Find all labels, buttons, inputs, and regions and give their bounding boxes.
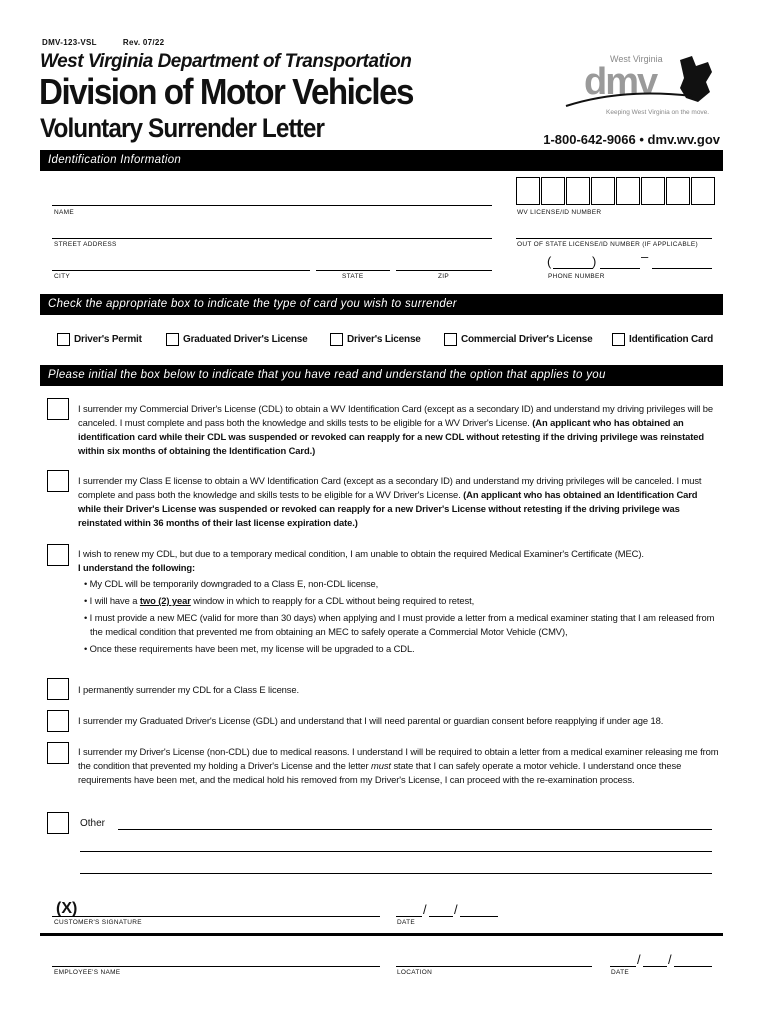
bullet-text: window in which to reapply for a CDL without being required to retest,	[190, 595, 475, 606]
card-option-label: Identification Card	[629, 334, 713, 345]
form-revision: Rev. 07/22	[122, 38, 165, 47]
state-line[interactable]	[316, 270, 390, 271]
license-digit-box[interactable]	[641, 177, 665, 205]
date2-month-line[interactable]	[610, 966, 636, 967]
date-day-line[interactable]	[429, 916, 453, 917]
option-3-bullet-1: • My CDL will be temporarily downgraded to a Class E, non-CDL license,	[84, 578, 379, 589]
initial-box-option-3[interactable]	[47, 544, 69, 566]
license-digit-box[interactable]	[516, 177, 540, 205]
license-label: WV LICENSE/ID NUMBER	[517, 209, 602, 216]
checkbox[interactable]	[57, 333, 70, 346]
signature-x-mark: (X)	[56, 900, 78, 917]
phone-prefix-line[interactable]	[600, 268, 640, 269]
card-type-bar: Check the appropriate box to indicate the type of card you wish to surrender	[40, 294, 723, 315]
option-6-text	[78, 745, 720, 787]
option-6-body-end: state that I can safely operate a motor vehicle. I understand once these requirements have been met, and the medical hold his removed from my Driver's License, I can proceed with the re-examination process.	[78, 760, 682, 785]
option-3-bullet-4: • Once these requirements have been met, my license will be upgraded to a CDL.	[84, 643, 415, 654]
phone-dash: –	[641, 249, 649, 264]
initial-box-option-4[interactable]	[47, 678, 69, 700]
bullet-text: • I will have a	[84, 595, 140, 606]
option-6-emphasis: must	[371, 760, 391, 771]
date2-year-line[interactable]	[674, 966, 712, 967]
identification-bar: Identification Information	[40, 150, 723, 171]
checkbox[interactable]	[612, 333, 625, 346]
card-option-label: Commercial Driver's License	[461, 334, 593, 345]
employee-name-label: EMPLOYEE'S NAME	[54, 969, 121, 976]
phone-line-number[interactable]	[652, 268, 712, 269]
name-label: NAME	[54, 209, 74, 216]
option-2-body: I surrender my Class E license to obtain a WV Identification Card (except as a secondary ID) and understand my driving privileges will be canceled. I must complete and pass both the knowledge and skills tests to be eligible for a WV Driver's License.	[78, 475, 702, 500]
date2-label: DATE	[611, 969, 630, 976]
initial-box-option-5[interactable]	[47, 710, 69, 732]
other-line-3[interactable]	[80, 873, 712, 874]
other-line-1[interactable]	[118, 829, 712, 830]
state-label: STATE	[342, 273, 364, 280]
date-slash: /	[423, 902, 427, 917]
license-digit-box[interactable]	[566, 177, 590, 205]
initial-box-other[interactable]	[47, 812, 69, 834]
phone-area-open: (	[547, 254, 552, 269]
card-option-permit[interactable]	[57, 333, 142, 346]
zip-line[interactable]	[396, 270, 492, 271]
customer-signature-label: CUSTOMER'S SIGNATURE	[54, 919, 142, 926]
date2-slash: /	[637, 952, 641, 967]
date2-day-line[interactable]	[643, 966, 667, 967]
initial-box-option-1[interactable]	[47, 398, 69, 420]
license-digit-box[interactable]	[666, 177, 690, 205]
option-3-understand: I understand the following:	[78, 562, 196, 573]
date-label: DATE	[397, 919, 416, 926]
street-line[interactable]	[52, 238, 492, 239]
city-label: CITY	[54, 273, 71, 280]
oos-license-label: OUT OF STATE LICENSE/ID NUMBER (IF APPLICABLE)	[517, 241, 699, 248]
option-6-body: I surrender my Driver's License (non-CDL) due to medical reasons. I understand I will be required to obtain a letter from a medical examiner releasing me from the condition that prevented my holding a Driver's License and the letter	[78, 746, 719, 771]
location-label: LOCATION	[397, 969, 433, 976]
employee-name-line[interactable]	[52, 966, 380, 967]
oos-license-line[interactable]	[516, 238, 712, 239]
phone-label: PHONE NUMBER	[548, 273, 605, 280]
name-line[interactable]	[52, 205, 492, 206]
customer-signature-line[interactable]	[52, 916, 380, 917]
license-digit-box[interactable]	[691, 177, 715, 205]
page-title: Voluntary Surrender Letter	[40, 113, 325, 143]
department-name: West Virginia Department of Transportation	[40, 51, 412, 72]
checkbox[interactable]	[444, 333, 457, 346]
phone-area-close: )	[592, 254, 597, 269]
bullet-emphasis: two (2) year	[139, 595, 191, 606]
section-divider	[40, 933, 723, 936]
date2-slash: /	[668, 952, 672, 967]
card-option-gdl[interactable]	[166, 333, 307, 346]
date-slash: /	[454, 902, 458, 917]
initial-box-option-6[interactable]	[47, 742, 69, 764]
checkbox[interactable]	[166, 333, 179, 346]
logo-state: West Virginia	[610, 54, 663, 64]
card-option-license[interactable]	[330, 333, 421, 346]
option-1-note: (An applicant who has obtained an identification card while their CDL was suspended or revoked can reapply for a new CDL without retesting if the driving privilege was reinstated within six months of obtaining the Identification Card.)	[78, 417, 705, 456]
phone-area-line[interactable]	[553, 268, 593, 269]
card-option-cdl[interactable]	[444, 333, 593, 346]
license-digit-box[interactable]	[591, 177, 615, 205]
checkbox[interactable]	[330, 333, 343, 346]
option-5-text: I surrender my Graduated Driver's License (GDL) and understand that I will need parental or guardian consent before reapplying if under age 18.	[78, 715, 664, 726]
option-1-body: I surrender my Commercial Driver's License (CDL) to obtain a WV Identification Card (except as a secondary ID) and understand my driving privileges will be canceled. I must complete and pass both the knowledge and skills tests to be eligible for a WV Driver's License.	[78, 403, 713, 428]
option-3-bullet-2	[78, 594, 720, 608]
contact-info: 1-800-642-9066 • dmv.wv.gov	[543, 132, 720, 147]
option-1-text	[78, 402, 720, 458]
zip-label: ZIP	[438, 273, 450, 280]
location-line[interactable]	[396, 966, 592, 967]
other-label: Other	[80, 818, 106, 829]
card-option-label: Driver's Permit	[74, 334, 142, 345]
option-3-text	[78, 547, 720, 656]
city-line[interactable]	[52, 270, 310, 271]
form-number: DMV-123-VSL	[42, 38, 97, 47]
license-digit-box[interactable]	[541, 177, 565, 205]
division-title: Division of Motor Vehicles	[39, 71, 413, 112]
card-option-label: Driver's License	[347, 334, 421, 345]
option-3-intro: I wish to renew my CDL, but due to a temporary medical condition, I am unable to obtain the required Medical Examiner's Certificate (MEC).	[78, 548, 644, 559]
option-3-bullet-3: • I must provide a new MEC (valid for more than 30 days) when applying and I must provide a letter from a medical examiner stating that I am released from the medical condition that prevented me from obtaining an MEC to safely operate a Commercial Motor Vehicle (CMV),	[84, 612, 715, 637]
option-2-text	[78, 474, 720, 530]
initial-box-option-2[interactable]	[47, 470, 69, 492]
license-digit-box[interactable]	[616, 177, 640, 205]
card-option-id[interactable]	[612, 333, 713, 346]
street-label: STREET ADDRESS	[54, 241, 117, 248]
option-4-text: I permanently surrender my CDL for a Class E license.	[78, 684, 299, 695]
date-year-line[interactable]	[460, 916, 498, 917]
logo-tagline: Keeping West Virginia on the move.	[606, 109, 710, 116]
other-line-2[interactable]	[80, 851, 712, 852]
logo-word: dmv	[584, 61, 657, 103]
dmv-logo	[562, 48, 732, 120]
form-id	[42, 38, 164, 47]
initials-bar: Please initial the box below to indicate that you have read and understand the option that applies to you	[40, 365, 723, 386]
card-option-label: Graduated Driver's License	[183, 334, 308, 345]
option-2-note: (An applicant who has obtained an Identification Card while their Driver's License was suspended or revoked can reapply for a new Driver's License without retesting if the driving privilege was reinstated within 36 months of their last license expiration date.)	[78, 489, 698, 528]
date-month-line[interactable]	[396, 916, 422, 917]
